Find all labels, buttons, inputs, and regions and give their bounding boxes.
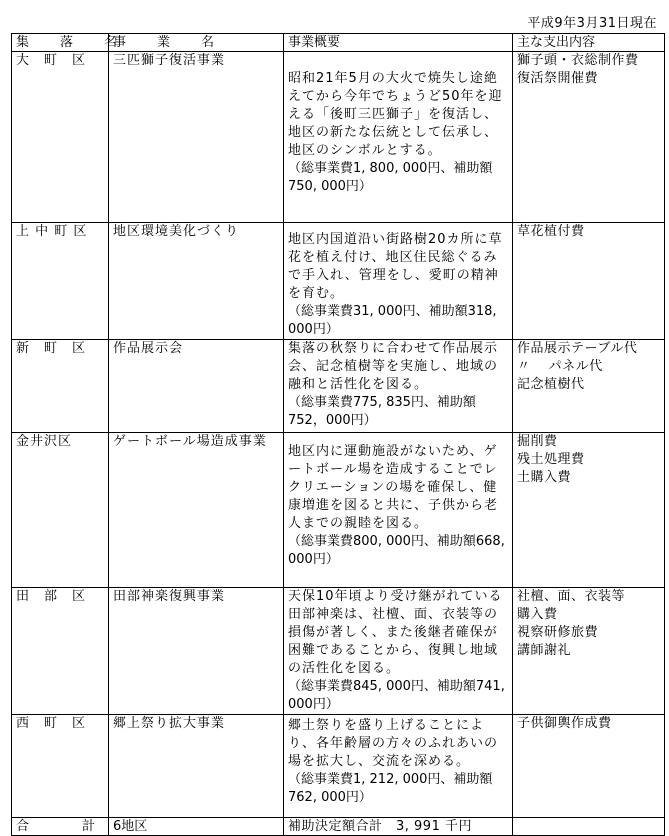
table-row xyxy=(12,588,665,715)
expense-item: 講師謝礼 xyxy=(517,643,572,658)
expense-item: 社檀、面、衣装等 xyxy=(517,589,626,604)
summary-text: 地区内国道沿い街路樹20カ所に草花を植え付け、地区住民総ぐるみで手入れ、管理をし、愛町の精神を育む。 xyxy=(288,232,503,301)
expense-item: 掘削費 xyxy=(517,434,558,449)
expense-item: 作品展示テーブル代 xyxy=(517,341,638,356)
summary-text: 郷土祭りを盛り上げることにより、各年齢層の方々のふれあいの場を拡大し、交流を深める。 xyxy=(288,718,499,769)
expense-item: 草花植付費 xyxy=(517,224,585,239)
summary-cell xyxy=(284,588,513,715)
expense-item: 視察研修旅費 xyxy=(517,625,599,640)
summary-text: 昭和21年5月の大火で焼失し途絶えてから今年でちょうど50年を迎える「後町三匹獅子」を復活し、地区の新たな伝統として伝承し、地区のシンボルとする。 xyxy=(288,71,503,158)
total-summary: 補助決定額合計 3, 991 千円 xyxy=(284,818,513,836)
date-note: 平成9年3月31日現在 xyxy=(527,16,657,31)
summary-cell xyxy=(284,715,513,818)
expenses-cell xyxy=(513,433,665,588)
table-row xyxy=(12,715,665,818)
header-row xyxy=(12,34,665,52)
expenses-cell xyxy=(513,588,665,715)
project-cell: 郷上祭り拡大事業 xyxy=(109,715,284,818)
expense-item: 残土処理費 xyxy=(517,452,585,467)
header-district: 集 落 名 xyxy=(12,34,109,52)
summary-text: 集落の秋祭りに合わせて作品展示会、記念植樹等を実施し、地域の融和と活性化を図る。 xyxy=(288,341,499,392)
total-row xyxy=(12,818,665,836)
summary-text: 地区内に運動施設がないため、ゲートボール場を造成することでレクリエーションの場を確保し、健康増進を図ると共に、子供から老人までの親睦を図る。 xyxy=(288,444,499,531)
expense-item: 〃 パネル代 xyxy=(517,359,603,374)
expense-item: 子供御輿作成費 xyxy=(517,716,612,731)
table-row xyxy=(12,223,665,340)
amount-text: （総事業費1, 212, 000円、補助額762, 000円） xyxy=(288,772,493,805)
amount-text: （総事業費31, 000円、補助額318, 000円） xyxy=(288,304,497,337)
project-cell: ゲートボール場造成事業 xyxy=(109,433,284,588)
expenses-cell xyxy=(513,340,665,433)
project-cell: 地区環境美化づくり xyxy=(109,223,284,340)
district-cell: 新 町 区 xyxy=(12,340,109,433)
expense-item: 記念植樹代 xyxy=(517,377,585,392)
expenses-cell xyxy=(513,715,665,818)
project-cell: 三匹獅子復活事業 xyxy=(109,52,284,223)
amount-text: （総事業費1, 800, 000円、補助額750, 000円） xyxy=(288,161,493,194)
amount-text: （総事業費775, 835円、補助額752，000円） xyxy=(288,395,476,428)
table-row xyxy=(12,52,665,223)
project-cell: 田部神楽復興事業 xyxy=(109,588,284,715)
summary-cell xyxy=(284,433,513,588)
total-expenses xyxy=(513,818,665,836)
expense-item: 土購入費 xyxy=(517,470,572,485)
amount-text: （総事業費845, 000円、補助額741, 000円） xyxy=(288,679,505,712)
amount-text: （総事業費800, 000円、補助額668, 000円） xyxy=(288,534,505,567)
expenses-cell xyxy=(513,52,665,223)
summary-text: 天保10年頃より受け継がれている田部神楽は、社檀、面、衣装等の損傷が著しく、また後継者確保が困難であることから、復興し地域の活性化を図る。 xyxy=(288,589,503,676)
project-cell: 作品展示会 xyxy=(109,340,284,433)
summary-cell xyxy=(284,52,513,223)
project-table xyxy=(11,33,665,836)
table-row xyxy=(12,340,665,433)
district-cell: 金井沢区 xyxy=(12,433,109,588)
expense-item: 購入費 xyxy=(517,607,558,622)
expense-item: 復活祭開催費 xyxy=(517,71,599,86)
total-label: 合 計 xyxy=(12,818,109,836)
district-cell: 田 部 区 xyxy=(12,588,109,715)
header-summary: 事業概要 xyxy=(284,34,513,52)
district-cell: 西 町 区 xyxy=(12,715,109,818)
summary-cell xyxy=(284,340,513,433)
table-row xyxy=(12,433,665,588)
total-project: 6地区 xyxy=(109,818,284,836)
expenses-cell xyxy=(513,223,665,340)
summary-cell xyxy=(284,223,513,340)
header-expenses: 主な支出内容 xyxy=(513,34,665,52)
expense-item: 獅子頭・衣総制作費 xyxy=(517,53,639,68)
district-cell: 大 町 区 xyxy=(12,52,109,223)
district-cell: 上 中 町 区 xyxy=(12,223,109,340)
header-project: 事 業 名 xyxy=(109,34,284,52)
